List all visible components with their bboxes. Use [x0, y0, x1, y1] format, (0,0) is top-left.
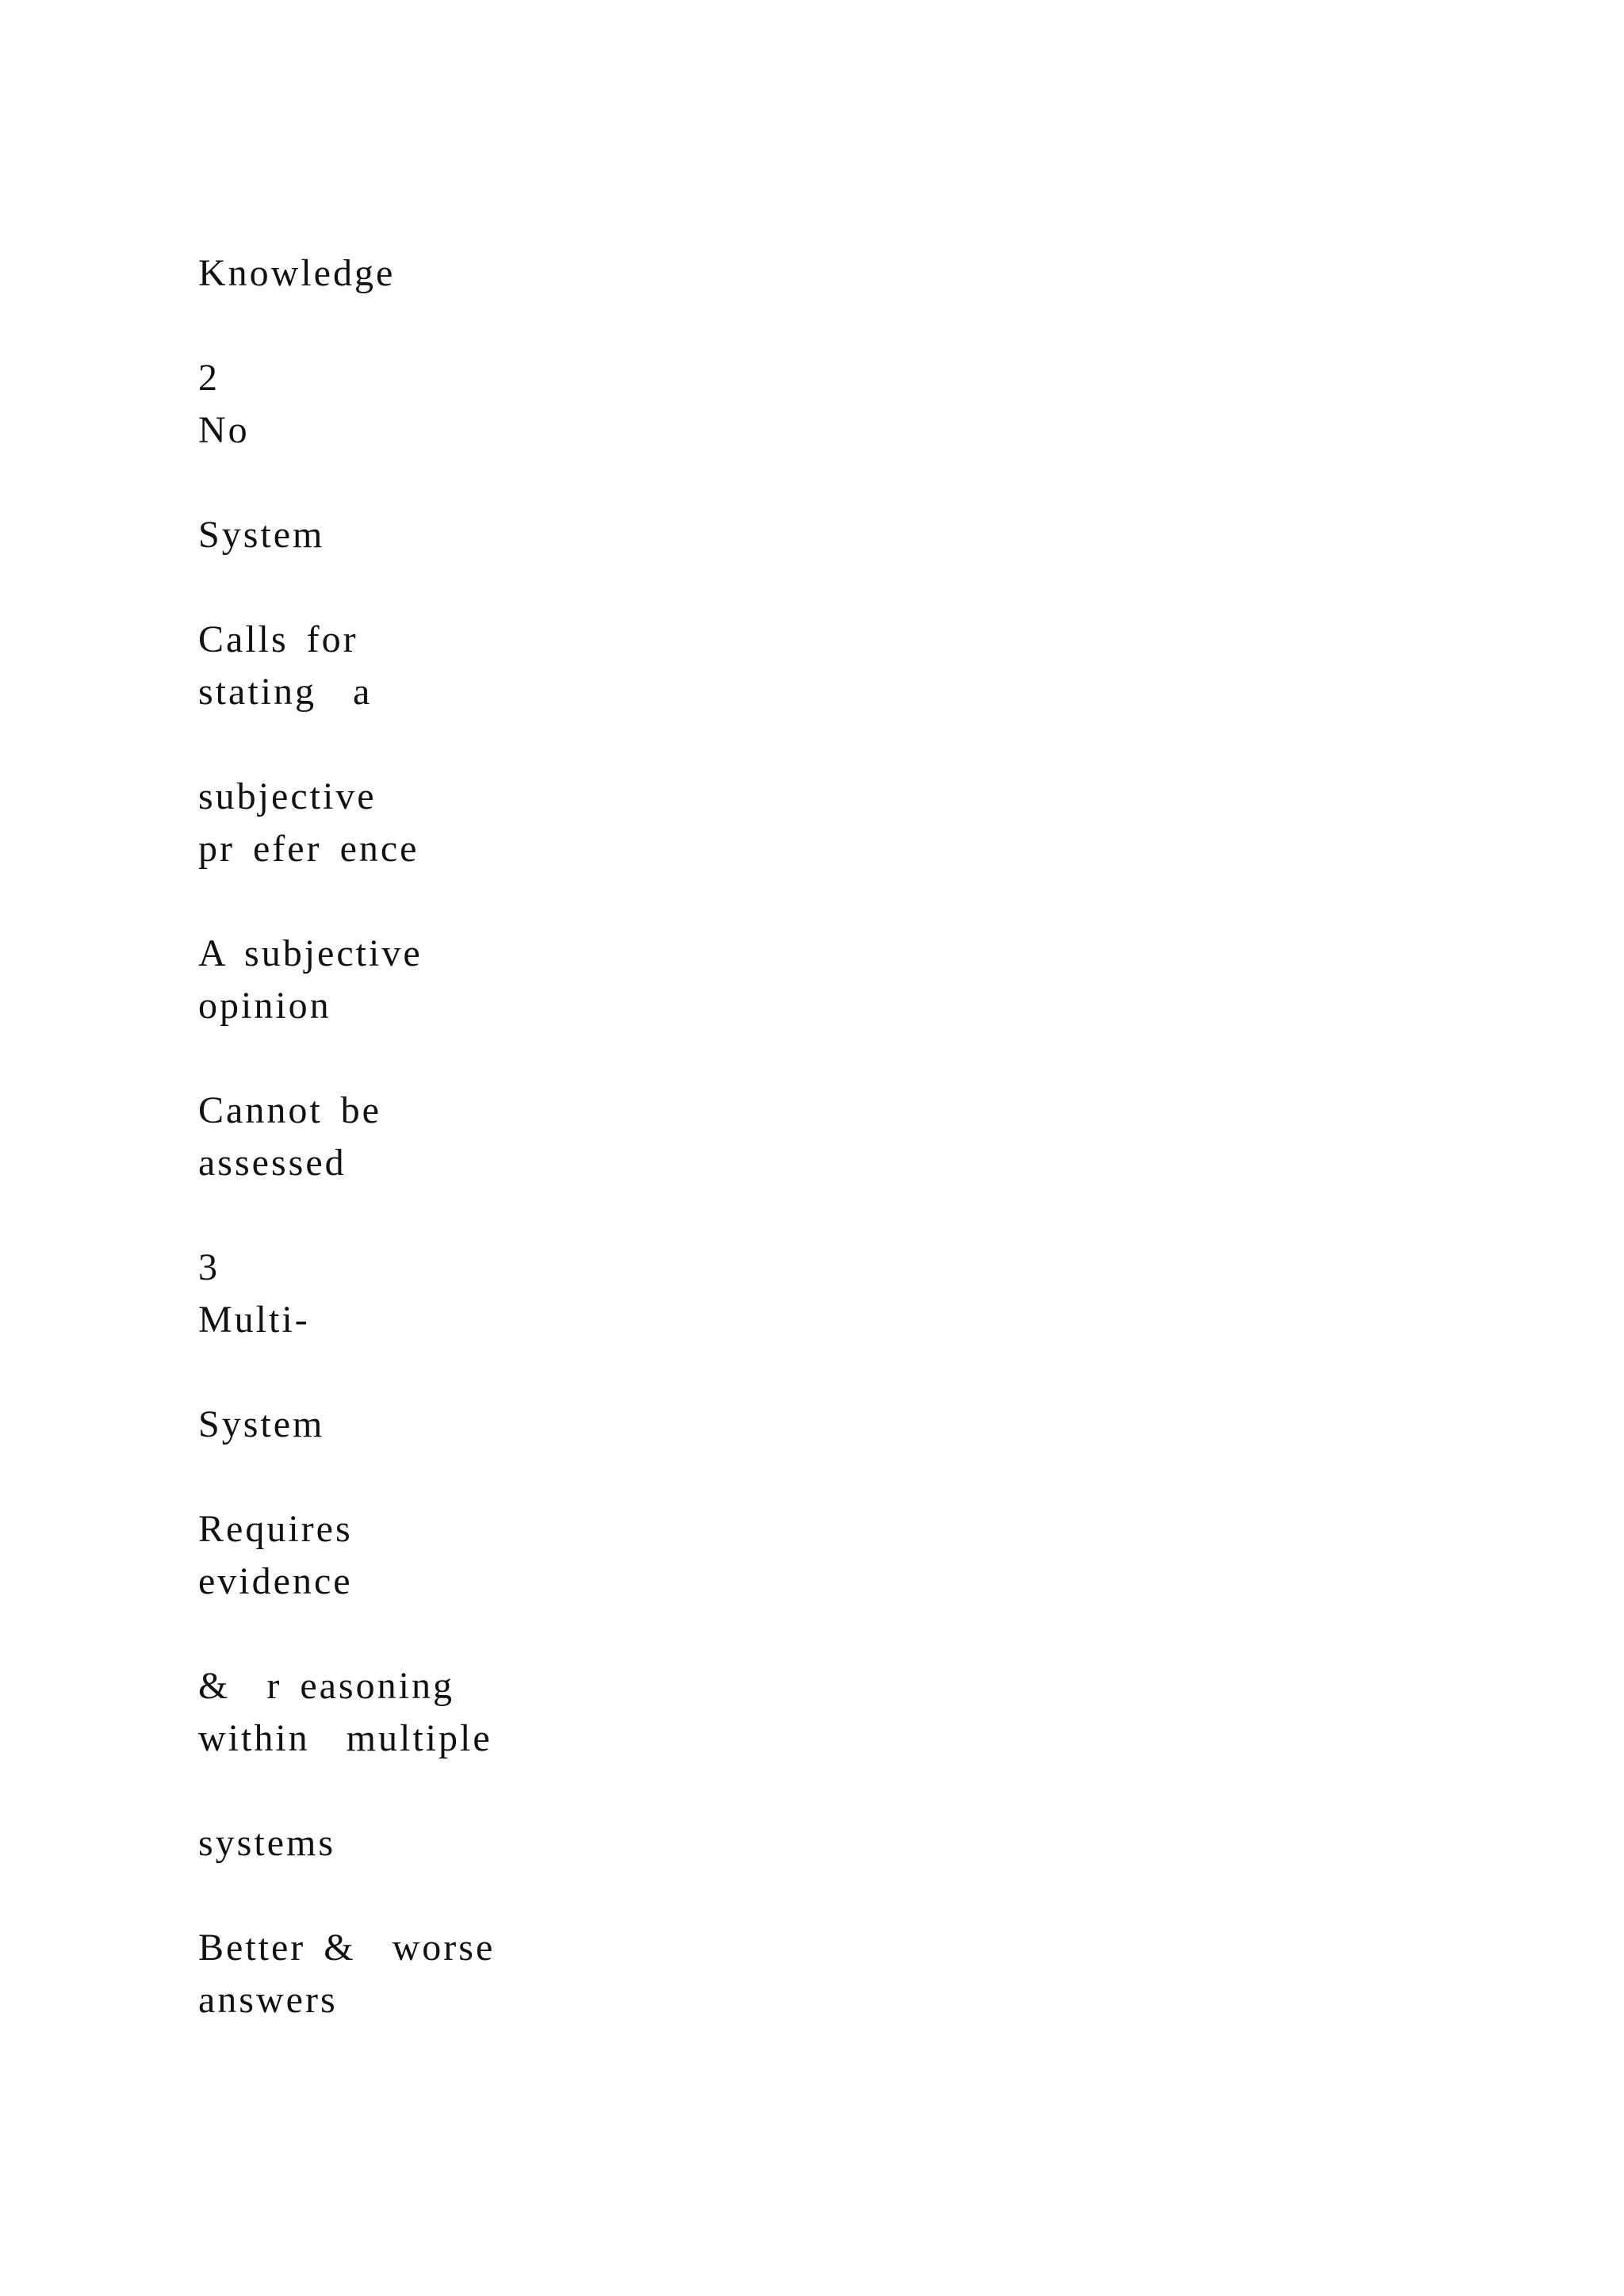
- text-line-cannot-be: Cannot be: [198, 1089, 381, 1131]
- text-line-systems: systems: [198, 1822, 336, 1864]
- row-number-3: 3: [198, 1246, 220, 1288]
- text-line-stating-a: stating a: [198, 671, 373, 713]
- text-line-system: System: [198, 514, 325, 556]
- text-line-better-worse: Better & worse: [198, 1927, 496, 1969]
- text-line-assessed: assessed: [198, 1142, 347, 1184]
- text-line-a-subjective: A subjective: [198, 932, 423, 974]
- text-line-within-multiple: within multiple: [198, 1717, 492, 1759]
- text-line-preference: pr efer ence: [198, 828, 419, 870]
- text-line-multi: Multi-: [198, 1299, 310, 1341]
- text-line-opinion: opinion: [198, 985, 331, 1027]
- row-number-2: 2: [198, 357, 220, 399]
- text-line-answers: answers: [198, 1979, 338, 2021]
- text-line-evidence: evidence: [198, 1560, 353, 1602]
- text-line-subjective: subjective: [198, 775, 377, 817]
- text-line-reasoning: & r easoning: [198, 1665, 454, 1707]
- text-line-system-2: System: [198, 1403, 325, 1445]
- text-line-knowledge: Knowledge: [198, 252, 396, 294]
- text-line-no: No: [198, 409, 250, 451]
- text-line-calls-for: Calls for: [198, 618, 358, 660]
- text-line-requires: Requires: [198, 1508, 353, 1550]
